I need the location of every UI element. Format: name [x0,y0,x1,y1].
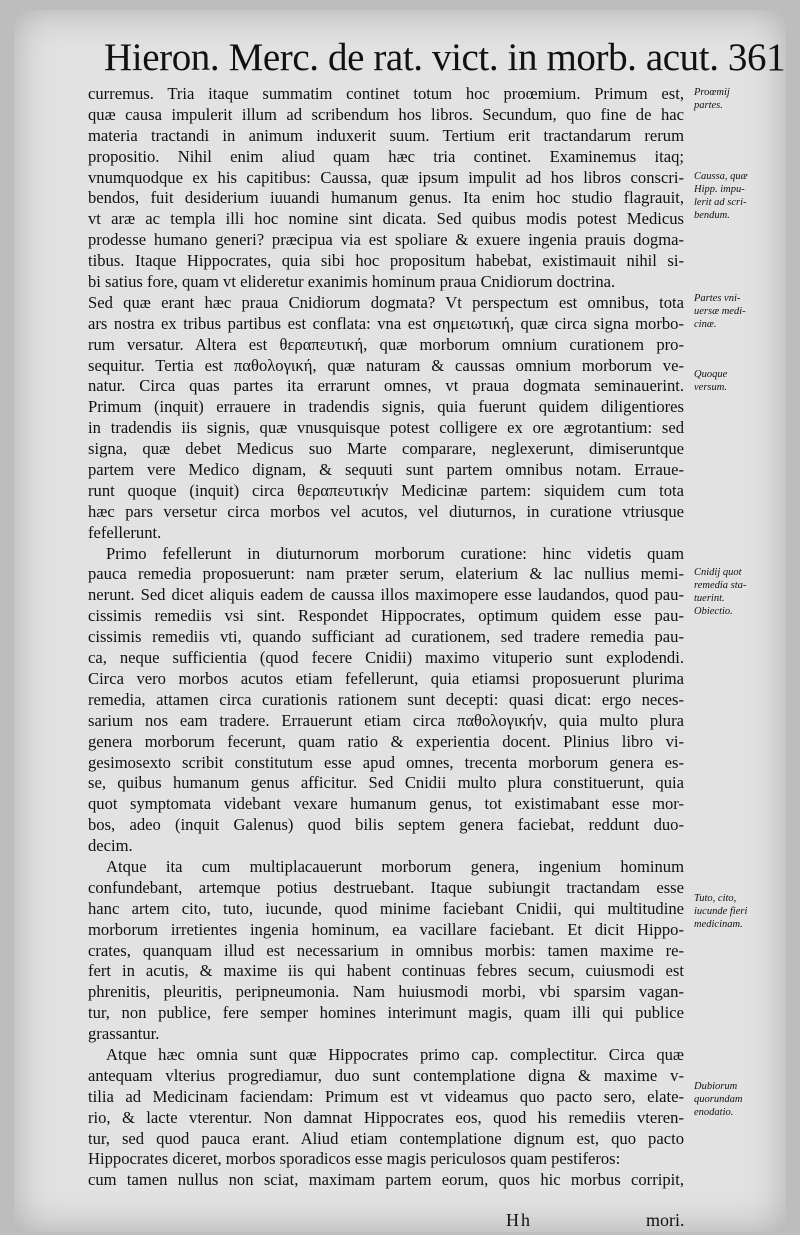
text-line: cissimis remediis vsi sint. Respondet Hippocrates, optimum quidem esse pau- [88,606,684,626]
text-line: fefellerunt. [88,522,162,542]
running-title: Hieron. Merc. de rat. vict. in morb. acut. 361 [104,36,786,79]
marginal-note-line: Hipp. impu- [694,184,745,195]
marginal-note-line: Proœmij [694,87,730,98]
marginal-note-line: quorundam [694,1094,743,1105]
marginal-note-line: Obiectio. [694,606,733,617]
text-line: materia tractandi in animum induxerit suum. Tertium erit tractandarum rerum [88,125,684,145]
text-line: nerunt. Sed dicet aliquis eadem de caussa illos maximopere esse laudandos, quod pau- [88,585,684,605]
text-line: Hippocrates diceret, morbos sporadicos esse magis periculosos quam pestiferos: [88,1149,621,1169]
text-line: curremus. Tria itaque summatim continet totum hoc proœmium. Primum est, [88,84,684,103]
text-line: se, quibus humanum genus afficitur. Sed Cnidii multo plura constituerunt, quia [88,773,684,793]
text-line: fert in acutis, & maxime iis qui habent continuas febres secum, cuiusmodi est [88,961,684,981]
text-line: signa, quæ debet Medicus suo Marte comparare, neglexerunt, dimiseruntque [88,439,684,459]
marginal-note-line: cinæ. [694,319,717,330]
text-line: rum versatur. Altera est θεραπευτική, quæ morborum omnium curationem pro- [88,334,684,354]
marginal-note-line: bendum. [694,210,730,221]
text-line: quæ causa impulerit illum ad scribendum hos libros. Secundum, quo fine de hac [88,104,684,124]
marginal-note-line: Cnidij quot [694,567,742,578]
marginal-note-line: medicinam. [694,919,743,930]
text-line: cum tamen nullus non sciat, maximam partem eorum, quos hic morbus corripit, [88,1170,684,1190]
marginal-note-line: lerit ad scri- [694,197,747,208]
text-line: Primum (inquit) errauere in tradendis signis, quia fuerunt quidem diligentiores [88,397,684,417]
text-line: remedia, attamen circa curationis rationem sunt decepti: quasi dicat: ergo neces- [88,689,684,709]
text-line: grassantur. [88,1024,160,1044]
book-page [14,10,786,1232]
marginal-note-line: Tuto, cito, [694,893,737,904]
marginal-note-cnidii [694,566,786,618]
marginal-note-line: Partes vni- [694,293,741,304]
text-line: ca, neque sufficientia (quod fecere Cnidii) maximo vituperio sunt explodendi. [88,648,684,668]
marginal-note-line: uersæ medi- [694,306,746,317]
text-line: prodesse humano generi? præcipua via est spoliare & exuere ingenia prauis dogma- [88,230,684,250]
marginal-note-line: tuerint. [694,593,725,604]
text-line: tur, sed quod pauca erant. Aliud etiam contemplatione dignum est, quo pacto [88,1128,684,1148]
text-line: Primo fefellerunt in diuturnorum morborum curatione: hinc videtis quam [106,543,684,563]
marginal-note-line: partes. [694,100,723,111]
text-line: morborum irretientes ingenia hominum, ea vacillare faciebant. Et dicit Hippo- [88,919,684,939]
marginal-note-line: remedia sta- [694,580,747,591]
text-line: confundebant, artemque potius destruebant. Itaque subiungit tractandam esse [88,877,684,897]
text-line: sequitur. Tertia est παθολογική, quæ naturam & caussas omnium morborum ve- [88,355,684,375]
text-line: quot symptomata videbant vexare humanum genus, tot existimabant esse mor- [88,794,684,814]
marginal-note-dubiorum [694,1080,786,1119]
text-line: Atque hæc omnia sunt quæ Hippocrates primo cap. complectitur. Circa quæ [106,1044,684,1064]
marginal-note-line: enodatio. [694,1107,734,1118]
text-line: hanc artem cito, tuto, iucunde, quod minime faciebant Cnidii, qui multitudine [88,898,684,918]
text-line: rio, & lacte vterentur. Non damnat Hippocrates eos, quod his remediis vteren- [88,1107,684,1127]
marginal-note-line: versum. [694,382,727,393]
text-line: bos, adeo (inquit Galenus) quod bilis septem genera faciebat, reddunt duo- [88,815,684,835]
marginal-note-caussa [694,170,786,222]
marginal-note-line: Dubiorum [694,1081,738,1092]
text-line: in tradendis iis signis, quæ vnusquisque potest colligere ex ore ægrotantium: sed [88,418,684,438]
text-line: sarium nos eam tradere. Errauerunt etiam circa παθολογικήν, quia multo plura [88,710,684,730]
text-line: partem vere Medico dignam, & sequuti sunt partem omnibus notam. Errauе- [88,460,684,480]
text-line: tilia ad Medicinam faciendam: Primum est vt videamus quo pacto sero, elate- [88,1086,684,1106]
text-line: propositio. Nihil enim aliud quam hæc tria continet. Examinemus itaq; [88,146,684,166]
text-line: tur, non publice, fere semper homines interimunt magis, quam illi qui publice [88,1003,684,1023]
marginal-note-prooemium [694,86,786,112]
text-line: phrenitis, pleuritis, peripneumonia. Nam huiusmodi morbi, vbi sparsim vagan- [88,982,684,1002]
text-line: bi satius fore, quam vt elideretur exanimis hominum praua Cnidiorum doctrina. [88,272,616,292]
text-line: Circa vero morbos acutos etiam fefellerunt, quia etiamsi proposuerunt plurima [88,668,684,688]
text-line: Sed quæ erant hæc praua Cnidiorum dogmata? Vt perspectum est omnibus, tota [88,292,684,312]
text-line: pauca remedia proposuerunt: nam præter serum, elaterium & lac nullius memi- [88,564,684,584]
marginal-note-line: Quoque [694,369,728,380]
main-text-block [88,84,684,1191]
text-line: vnumquodque ex his capitibus: Caussa, quæ ipsum impulit ad hos libros conscri- [88,167,684,187]
text-line: runt quoque (inquit) circa θεραπευτικήν Medicinæ partem: siquidem cum tota [88,480,684,500]
text-line: hæc pars versetur circa morbos vel acutos, vel diuturnos, in curatione vtriusque [88,501,684,521]
text-line: genera morborum fecerunt, quam ratio & experientia docent. Plinius libro vi- [88,731,684,751]
text-line: antequam vlterius progrediamur, duo sunt contemplatione digna & maxime v- [88,1065,684,1085]
text-line: decim. [88,836,133,856]
marginal-note-partes [694,292,786,331]
marginal-note-tuto-cito [694,892,786,931]
text-line: ars nostra ex tribus partibus est conflata: vna est σημειωτική, quæ circa signa morbo- [88,313,684,333]
marginal-note-line: iucunde fieri [694,906,748,917]
text-line: Atque ita cum multiplacauerunt morborum genera, ingenium hominum [106,856,684,876]
text-line: tibus. Itaque Hippocrates, quia sibi hoc propositum habebat, existimauit nihil si- [88,251,684,271]
text-line: gesimosexto scribit constitutum esse apud omnes, trecenta morborum genera es- [88,752,684,772]
text-line: bendos, fuit desiderium iuuandi humanum genus. Ita enim hoc studio flagrauit, [88,188,684,208]
catchword: mori. [646,1210,685,1230]
marginal-note-quoque [694,368,786,394]
text-line: cissimis remediis vti, quando sufficiant ad curationem, sed tradere remedia pau- [88,627,684,647]
text-line: natur. Circa quas partes ita errarunt omnes, vt praua dogmata seminauerint. [88,376,684,396]
text-line: vt aræ ac templa illi hoc nomine sint dicata. Sed quibus modis potest Medicus [88,209,684,229]
text-line: crates, quanquam illud est necessarium in omnibus morbis: tamen maxime re- [88,940,684,960]
marginal-note-line: Caussa, quæ [694,171,748,182]
signature-mark: Hh [506,1210,532,1230]
